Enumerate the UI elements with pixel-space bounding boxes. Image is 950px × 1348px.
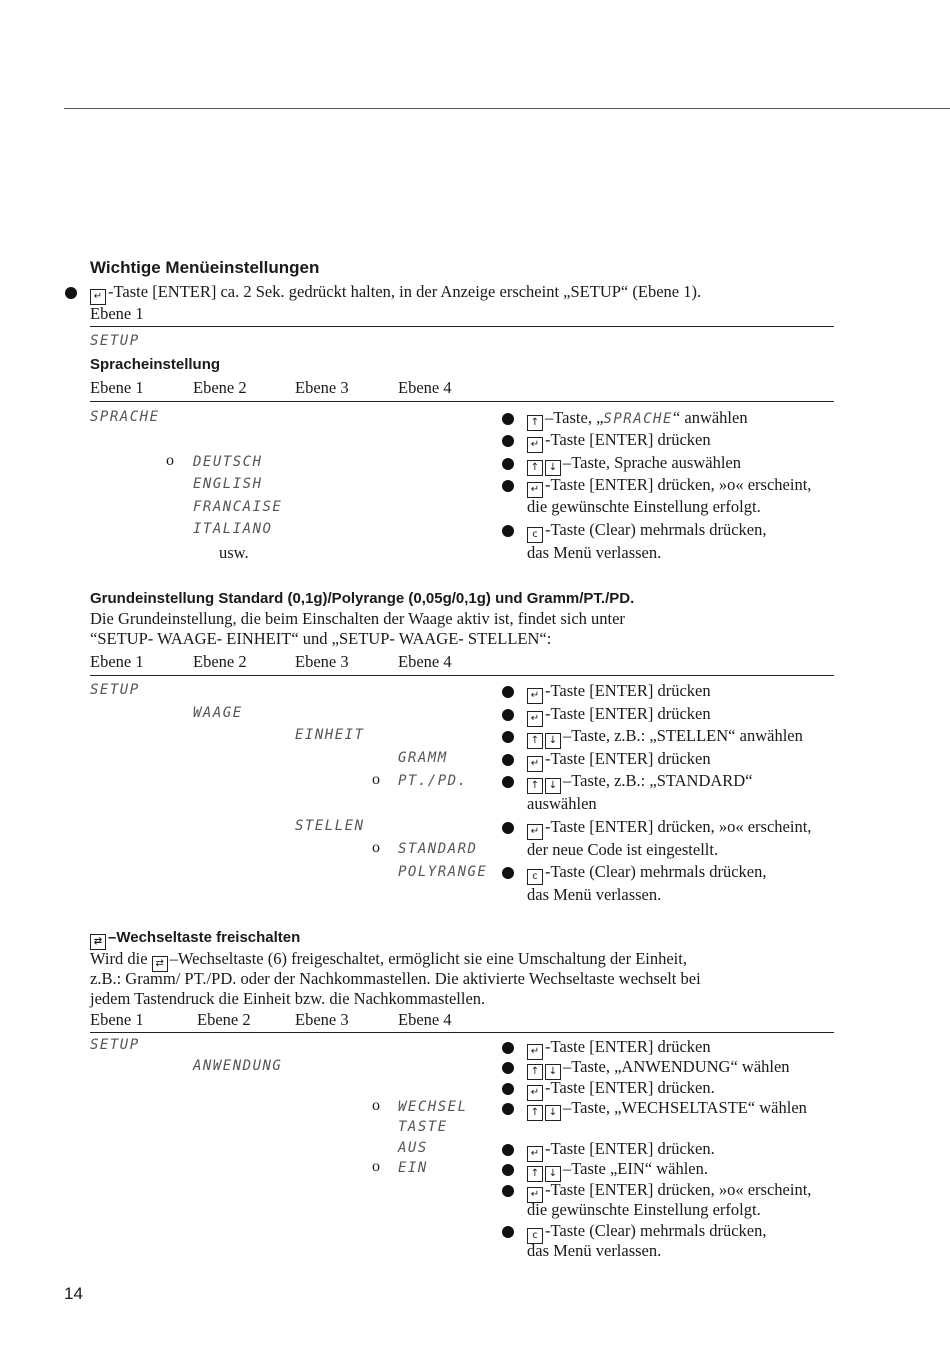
up-key-icon: ↑ (527, 460, 543, 476)
clear-key-icon: c (527, 527, 543, 543)
down-key-icon: ↓ (545, 1064, 561, 1080)
display-sprache-inline: SPRACHE (603, 411, 673, 427)
bullet (502, 1042, 514, 1054)
bullet (502, 458, 514, 470)
step-line: ↵ -Taste [ENTER] drücken. (527, 1078, 715, 1101)
down-key-icon: ↓ (545, 460, 561, 476)
enter-key-icon: ↵ (90, 289, 106, 305)
display-ptpd: PT./PD. (398, 773, 468, 789)
enter-key-icon: ↵ (527, 756, 543, 772)
display-ein: EIN (398, 1160, 428, 1176)
rule (90, 401, 834, 402)
step-line: ↵ -Taste [ENTER] drücken (527, 430, 711, 453)
bullet (502, 1144, 514, 1156)
bullet (502, 867, 514, 879)
level-header-2: Ebene 2 (197, 1010, 251, 1029)
bullet (502, 1062, 514, 1074)
section-title-grundeinstellung: Grundeinstellung Standard (0,1g)/Polyrange (0,05g/0,1g) und Gramm/PT./PD. (90, 590, 635, 607)
display-polyrange: POLYRANGE (398, 864, 488, 880)
bullet (502, 754, 514, 766)
level-header-4: Ebene 4 (398, 1010, 452, 1029)
enter-key-icon: ↵ (527, 711, 543, 727)
page-number: 14 (64, 1284, 83, 1303)
level-header-4: Ebene 4 (398, 652, 452, 671)
enter-key-icon: ↵ (527, 1146, 543, 1162)
enter-key-icon: ↵ (527, 1187, 543, 1203)
bullet (502, 1185, 514, 1197)
clear-key-icon: c (527, 869, 543, 885)
display-wechsel: WECHSEL (398, 1099, 468, 1115)
main-heading: Wichtige Menüeinstellungen (90, 258, 320, 277)
down-key-icon: ↓ (545, 1166, 561, 1182)
step-line: ↑ ↓ –Taste „EIN“ wählen. (527, 1159, 708, 1182)
step-line: c -Taste (Clear) mehrmals drücken, (527, 862, 767, 885)
section-title-sprache: Spracheinstellung (90, 356, 221, 373)
step-line: ↵ -Taste [ENTER] drücken (527, 1037, 711, 1060)
display-setup: SETUP (90, 333, 140, 349)
display-aus: AUS (398, 1140, 428, 1156)
enter-key-icon: ↵ (527, 824, 543, 840)
level-header-1: Ebene 1 (90, 652, 144, 671)
selected-marker: o (372, 771, 380, 788)
step-line: ↵ -Taste [ENTER] drücken (527, 704, 711, 727)
down-key-icon: ↓ (545, 733, 561, 749)
header-rule (64, 108, 950, 109)
enter-key-icon: ↵ (527, 437, 543, 453)
display-stellen: STELLEN (295, 818, 365, 834)
step-line: die gewünschte Einstellung erfolgt. (527, 497, 761, 516)
bullet (502, 822, 514, 834)
section-desc: z.B.: Gramm/ PT./PD. oder der Nachkommastellen. Die aktivierte Wechseltaste wechselt bei (90, 969, 701, 988)
down-key-icon: ↓ (545, 778, 561, 794)
selected-marker: o (372, 1158, 380, 1175)
section-desc: Die Grundeinstellung, die beim Einschalten der Waage aktiv ist, findet sich unter (90, 609, 625, 628)
level-header-3: Ebene 3 (295, 1010, 349, 1029)
bullet (502, 480, 514, 492)
up-key-icon: ↑ (527, 733, 543, 749)
display-waage: WAAGE (193, 705, 243, 721)
step-line: ↑ –Taste, „SPRACHE“ anwählen (527, 408, 748, 431)
down-key-icon: ↓ (545, 1105, 561, 1121)
level-header-2: Ebene 2 (193, 652, 247, 671)
intro-text: -Taste [ENTER] ca. 2 Sek. gedrückt halten, in der Anzeige erscheint „SETUP“ (Ebene 1). (108, 282, 702, 301)
step-line: ↵ -Taste [ENTER] drücken. (527, 1139, 715, 1162)
step-line: ↑ ↓ –Taste, „ANWENDUNG“ wählen (527, 1057, 790, 1080)
display-einheit: EINHEIT (295, 727, 365, 743)
step-line: der neue Code ist eingestellt. (527, 840, 719, 859)
step-line: das Menü verlassen. (527, 1241, 662, 1260)
display-anwendung: ANWENDUNG (193, 1058, 283, 1074)
up-key-icon: ↑ (527, 1064, 543, 1080)
section-desc: Wird die ⇄ –Wechseltaste (6) freigeschaltet, ermöglicht sie eine Umschaltung der Einheit, (90, 949, 687, 972)
display-gramm: GRAMM (398, 750, 448, 766)
enter-key-icon: ↵ (527, 482, 543, 498)
bullet (502, 731, 514, 743)
toggle-key-icon: ⇄ (152, 956, 168, 972)
bullet (502, 1103, 514, 1115)
bullet (502, 1226, 514, 1238)
step-line: ↑ ↓ –Taste, z.B.: „STANDARD“ (527, 771, 753, 794)
level-header-3: Ebene 3 (295, 378, 349, 397)
step-line: ↑ ↓ –Taste, Sprache auswählen (527, 453, 741, 476)
section-desc: “SETUP- WAAGE- EINHEIT“ und „SETUP- WAAGE- STELLEN“: (90, 629, 552, 648)
enter-key-icon: ↵ (527, 1044, 543, 1060)
bullet (65, 287, 77, 299)
bullet (502, 413, 514, 425)
step-line: die gewünschte Einstellung erfolgt. (527, 1200, 761, 1219)
bullet (502, 525, 514, 537)
step-line: das Menü verlassen. (527, 543, 662, 562)
level-header-2: Ebene 2 (193, 378, 247, 397)
rule (90, 675, 834, 676)
toggle-key-icon: ⇄ (90, 934, 106, 950)
step-line: ↵ -Taste [ENTER] drücken (527, 681, 711, 704)
step-line: c -Taste (Clear) mehrmals drücken, (527, 1221, 767, 1244)
bullet (502, 435, 514, 447)
selected-marker: o (372, 839, 380, 856)
display-setup: SETUP (90, 682, 140, 698)
section-desc: jedem Tastendruck die Einheit bzw. die Nachkommastellen. (90, 989, 486, 1008)
up-key-icon: ↑ (527, 778, 543, 794)
display-setup: SETUP (90, 1037, 140, 1053)
enter-key-icon: ↵ (527, 688, 543, 704)
level-header-4: Ebene 4 (398, 378, 452, 397)
step-line: ↵ -Taste [ENTER] drücken, »o« erscheint, (527, 817, 811, 840)
up-key-icon: ↑ (527, 415, 543, 431)
bullet (502, 709, 514, 721)
display-italiano: ITALIANO (193, 521, 273, 537)
bullet (502, 1164, 514, 1176)
step-line: ↵ -Taste [ENTER] drücken, »o« erscheint, (527, 475, 811, 498)
rule (90, 1032, 834, 1033)
display-francaise: FRANCAISE (193, 499, 283, 515)
rule (90, 326, 834, 327)
display-standard: STANDARD (398, 841, 478, 857)
enter-key-icon: ↵ (527, 1085, 543, 1101)
bullet (502, 776, 514, 788)
intro-line (90, 282, 701, 305)
bullet (502, 686, 514, 698)
step-line: c -Taste (Clear) mehrmals drücken, (527, 520, 767, 543)
level-header-1: Ebene 1 (90, 1010, 144, 1029)
up-key-icon: ↑ (527, 1105, 543, 1121)
step-line: ↑ ↓ –Taste, z.B.: „STELLEN“ anwählen (527, 726, 803, 749)
bullet (502, 1083, 514, 1095)
selected-marker: o (166, 452, 174, 469)
display-english: ENGLISH (193, 476, 263, 492)
display-taste: TASTE (398, 1119, 448, 1135)
section-title-wechseltaste: ⇄ –Wechseltaste freischalten (90, 929, 300, 950)
step-line: das Menü verlassen. (527, 885, 662, 904)
display-deutsch: DEUTSCH (193, 454, 263, 470)
step-line: ↵ -Taste [ENTER] drücken, »o« erscheint, (527, 1180, 811, 1203)
step-line: ↑ ↓ –Taste, „WECHSELTASTE“ wählen (527, 1098, 807, 1121)
level-header-3: Ebene 3 (295, 652, 349, 671)
step-line: ↵ -Taste [ENTER] drücken (527, 749, 711, 772)
selected-marker: o (372, 1097, 380, 1114)
intro-ebene: Ebene 1 (90, 304, 144, 323)
level-header-1: Ebene 1 (90, 378, 144, 397)
clear-key-icon: c (527, 1228, 543, 1244)
step-line: auswählen (527, 794, 597, 813)
display-sprache: SPRACHE (90, 409, 160, 425)
usw-text: usw. (219, 543, 249, 562)
up-key-icon: ↑ (527, 1166, 543, 1182)
